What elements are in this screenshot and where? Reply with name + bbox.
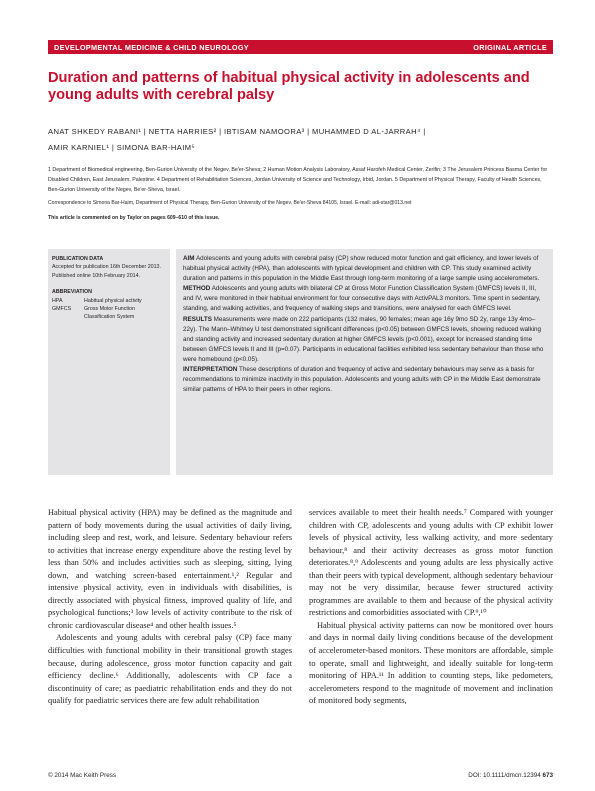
- abstract-box: [176, 249, 553, 475]
- abbreviation-key: GMFCS: [52, 306, 72, 313]
- correspondence: Correspondence to Simona Bar-Haim, Department of Physical Therapy, Ben-Gurion University of the Negev, Be'er-Sheva 84105, Israel. E-mail: adi-star@013.net: [48, 200, 412, 206]
- page-number: 673: [542, 772, 553, 779]
- article-title: Duration and patterns of habitual physical activity in adolescents and young adults with cerebral palsy: [48, 70, 530, 103]
- method-label: METHOD: [183, 285, 211, 293]
- body-paragraph: services available to meet their health needs.⁷ Compared with younger children with CP, adolescents and young adults with CP exhibit lower levels of physical activity, less walking activity, and more sedentary behaviour,⁸ and their activity decreases as gross motor function deteriorates.⁸,⁹ Adolescents and young adults are less physically active than their peers with typical development, although sedentary behaviour may not be very dissimilar, because fewer structured activity programmes are available to them and because of the physical activity restrictions and comorbidities associated with CP.⁹,¹⁰: [309, 508, 553, 618]
- abstract-results: [183, 315, 546, 365]
- interpretation-label: INTERPRETATION: [183, 366, 238, 374]
- journal-header-bar: [48, 40, 553, 54]
- body-column-left: [48, 507, 292, 708]
- authors-line-2: AMIR KARNIEL¹ | SIMONA BAR-HAIM⁵: [48, 143, 196, 152]
- accepted-date: Accepted for publication 16th December 2013.: [52, 264, 161, 271]
- aim-label: AIM: [183, 255, 195, 262]
- abbreviation-value: Gross Motor Function Classification System: [84, 306, 135, 321]
- body-paragraph: Adolescents and young adults with cerebral palsy (CP) face many difficulties with functional mobility in their transitional growth stages because, during adolescence, gross motor function capacity and gait efficiency decline.⁶ Additionally, adolescents with CP face a discontinuity of care; as paediatric rehabilitation ends and they do not qualify for paediatric services there are few adult rehabilitation: [48, 633, 292, 706]
- abstract-method: [183, 284, 546, 314]
- article-type: ORIGINAL ARTICLE: [473, 42, 547, 52]
- journal-name: DEVELOPMENTAL MEDICINE & CHILD NEUROLOGY: [54, 42, 249, 52]
- abstract-aim: [183, 254, 546, 284]
- abbreviation-key: HPA: [52, 297, 63, 304]
- body-column-right: [309, 507, 553, 708]
- author-list: [48, 124, 553, 156]
- abbreviation-row: [52, 305, 166, 322]
- doi: DOI: 10.1111/dmcn.12394: [468, 772, 541, 779]
- body-paragraph: Habitual physical activity patterns can now be monitored over hours and days in normal daily living conditions because of the development of accelerometer-based monitors. These monitors are affordable, simple to operate, small and lightweight, and ideally suitable for long-term monitoring of HPA.¹¹ In addition to counting steps, like pedometers, accelerometers respond to the magnitude of movement and inclination of monitored body segments,: [309, 620, 553, 706]
- page-footer: [48, 772, 553, 779]
- aim-text: Adolescents and young adults with cerebral palsy (CP) show reduced motor function and gait efficiency, and lower levels of habitual physical activity (HPA), than adolescents with typical development and children with CP. This study examined activity duration and patterns in this population in the Middle East through long-term monitoring of a large sample using accelerometers.: [183, 255, 540, 283]
- commentary-note: This article is commented on by Taylor on pages 609–610 of this issue.: [48, 215, 220, 221]
- publication-sidebar: [48, 249, 170, 475]
- abbreviation-heading: ABBREVIATION: [52, 289, 92, 296]
- published-date: Published online 10th February 2014.: [52, 272, 141, 279]
- interpretation-text: These descriptions of duration and frequency of active and sedentary behaviours may serve as a basis for recommendations to minimize inactivity in this population. Adolescents and young adults with CP in the Middle East demonstrate similar patterns of HPA to their peers in other regions.: [183, 366, 541, 394]
- copyright: © 2014 Mac Keith Press: [48, 772, 116, 779]
- method-text: Adolescents and young adults with bilateral CP at Gross Motor Function Classification System (GMFCS) levels II, III, and IV, were monitored in their habitual environment for four consecutive days with ActivPAL3 monitors. Time spent in sedentary, standing, and walking activities, and frequency of walking steps and transitions, were analysed for each GMFCS level.: [183, 285, 541, 313]
- body-paragraph: Habitual physical activity (HPA) may be defined as the magnitude and pattern of body movements during the usual activities of daily living, including sleep and rest, work, and leisure. Sedentary behaviour refers to activities that increase energy expenditure above the resting level by less than 50% and includes activities such as sleeping, sitting, lying down, and watching screen-based entertainment.¹,² Regular and intensive physical activity, even in individuals with disabilities, is directly associated with physical fitness, improved quality of life, and psychological functions;³ low levels of activity contribute to the risk of chronic cardiovascular disease⁴ and other health issues.⁵: [48, 508, 292, 630]
- affiliations: 1 Department of Biomedical engineering, Ben-Gurion University of the Negev, Be'er-Sheva; 2 Human Motion Analysis Laboratory, Assaf Harofeh Medical Center, Zerifin; 3 The Jerusalem Princess Basma Center for Disabled Children, East Jerusalem, Palestine. 4 Department of Rehabilitation Sciences, Jordan University of Science and Technology, Irbid, Jordan. 5 Department of Physical Therapy, Faculty of Health Sciences, Ben-Gurion University of the Negev, Be'er-Sheva, Israel.: [48, 167, 548, 193]
- results-label: RESULTS: [183, 315, 212, 323]
- abstract-interpretation: [183, 365, 546, 395]
- abbreviation-value: Habitual physical activity: [84, 297, 142, 304]
- publication-data-heading: PUBLICATION DATA: [52, 256, 104, 262]
- results-text: Measurements were made on 222 participants (132 males, 90 females; mean age 16y 9mo SD 2y, range 13y 4mo–22y). The Mann–Whitney U test demonstrated significant differences (p<0.05) between GMFCS levels, showing reduced walking and standing activity and increased sedentary duration at higher GMFCS levels (p<0.001), except for increased standing time between GMFCS levels II and III (p=0.07). Participants in educational facilities exhibited less sedentary behaviour than those who were homebound (p<0.05).: [183, 315, 544, 363]
- authors-line-1: ANAT SHKEDY RABANI¹ | NETTA HARRIES² | IBTISAM NAMOORA³ | MUHAMMED D AL-JARRAH⁴ |: [48, 127, 426, 136]
- abbreviation-row: [52, 297, 166, 305]
- doi-and-page: [468, 772, 553, 779]
